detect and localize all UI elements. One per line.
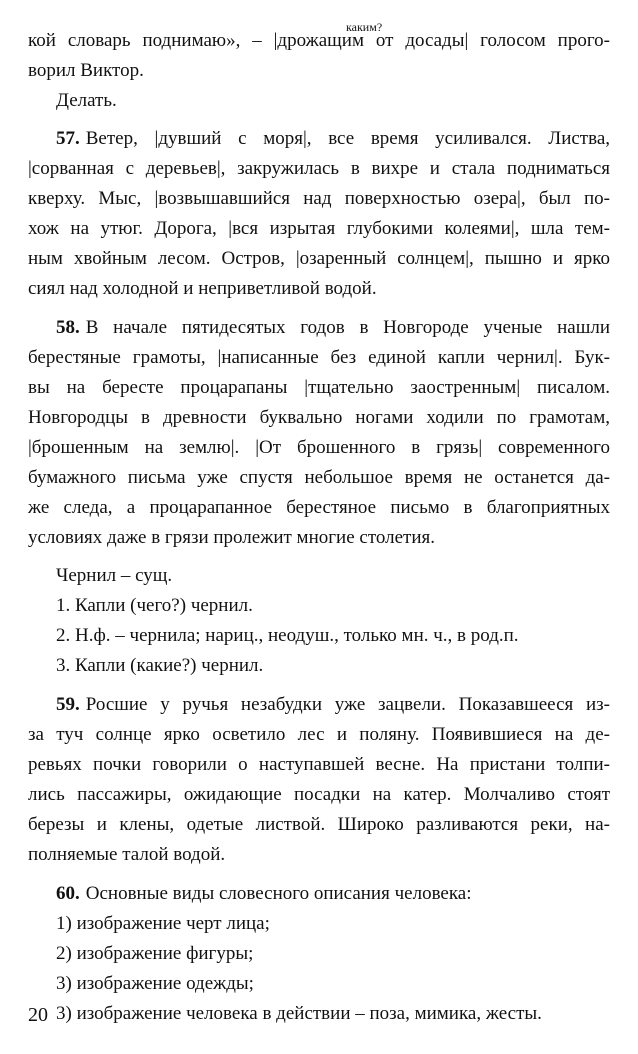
exercise-number: 59. <box>56 694 80 715</box>
exercise-number: 60. <box>56 883 80 904</box>
text-line: берестяные грамоты, |написанные без единой капли чернил|. Бук- <box>28 347 610 368</box>
text-line: ревьях почки говорили о наступавшей весне. На пристани толпи- <box>28 754 610 775</box>
list-item: 1) изображение черт лица; <box>56 913 270 934</box>
text-line: лись пассажиры, ожидающие посадки на катер. Молчаливо стоят <box>28 784 610 805</box>
text-line: кверху. Мыс, |возвышавшийся над поверхностью озера|, был по- <box>28 188 610 209</box>
list-item: 3) изображение одежды; <box>56 973 254 994</box>
exercise-number: 58. <box>56 317 80 338</box>
text-line: полняемые талой водой. <box>28 844 226 865</box>
analysis-line: 2. Н.ф. – чернила; нариц., неодуш., только мн. ч., в род.п. <box>56 625 519 646</box>
list-item: 3) изображение человека в действии – поза, мимика, жесты. <box>56 1003 542 1024</box>
text-line: |брошенным на землю|. |От брошенного в грязь| современного <box>28 437 610 458</box>
text-line: Новгородцы в древности буквально ногами ходили по грамотам, <box>28 407 610 428</box>
exercise-57-line: 57. Ветер, |дувший с моря|, все время усиливался. Листва, <box>56 128 610 149</box>
exercise-59-line: 59. Росшие у ручья незабудки уже зацвели. Показавшееся из- <box>56 694 610 715</box>
text-line: за туч солнце ярко осветило лес и поляну. Появившиеся на де- <box>28 724 610 745</box>
text-line: бумажного письма уже спустя небольшое время не останется да- <box>28 467 610 488</box>
text-line: ворил Виктор. <box>28 60 144 81</box>
text-line: условиях даже в грязи пролежит многие столетия. <box>28 527 436 548</box>
text-line: вы на бересте процарапаны |тщательно заостренным| писалом. <box>28 377 610 398</box>
analysis-line: 3. Капли (какие?) чернил. <box>56 655 264 676</box>
text-line: березы и клены, одетые листвой. Широко разливаются реки, на- <box>28 814 610 835</box>
question-annotation: каким? <box>346 20 383 34</box>
exercise-58-line: 58. В начале пятидесятых годов в Новгороде ученые нашли <box>56 317 610 338</box>
text-line: ным хвойным лесом. Остров, |озаренный солнцем|, пышно и ярко <box>28 248 610 269</box>
text-line: же следа, а процарапанное берестяное письмо в благоприятных <box>28 497 610 518</box>
text-line: сиял над холодной и неприветливой водой. <box>28 278 377 299</box>
exercise-number: 57. <box>56 128 80 149</box>
list-item: 2) изображение фигуры; <box>56 943 254 964</box>
analysis-line: 1. Капли (чего?) чернил. <box>56 595 253 616</box>
exercise-60-line: 60. Основные виды словесного описания человека: <box>56 883 472 904</box>
page-number: 20 <box>28 1004 48 1026</box>
text-line: |сорванная с деревьев|, закружилась в вихре и стала подниматься <box>28 158 610 179</box>
text-line: хож на утюг. Дорога, |вся изрытая глубокими колеями|, шла тем- <box>28 218 610 239</box>
analysis-line: Чернил – сущ. <box>56 565 173 586</box>
text-line: кой словарь поднимаю», – |дрожащим от досады| голосом прого- <box>28 30 610 51</box>
text-line: Делать. <box>56 90 117 111</box>
